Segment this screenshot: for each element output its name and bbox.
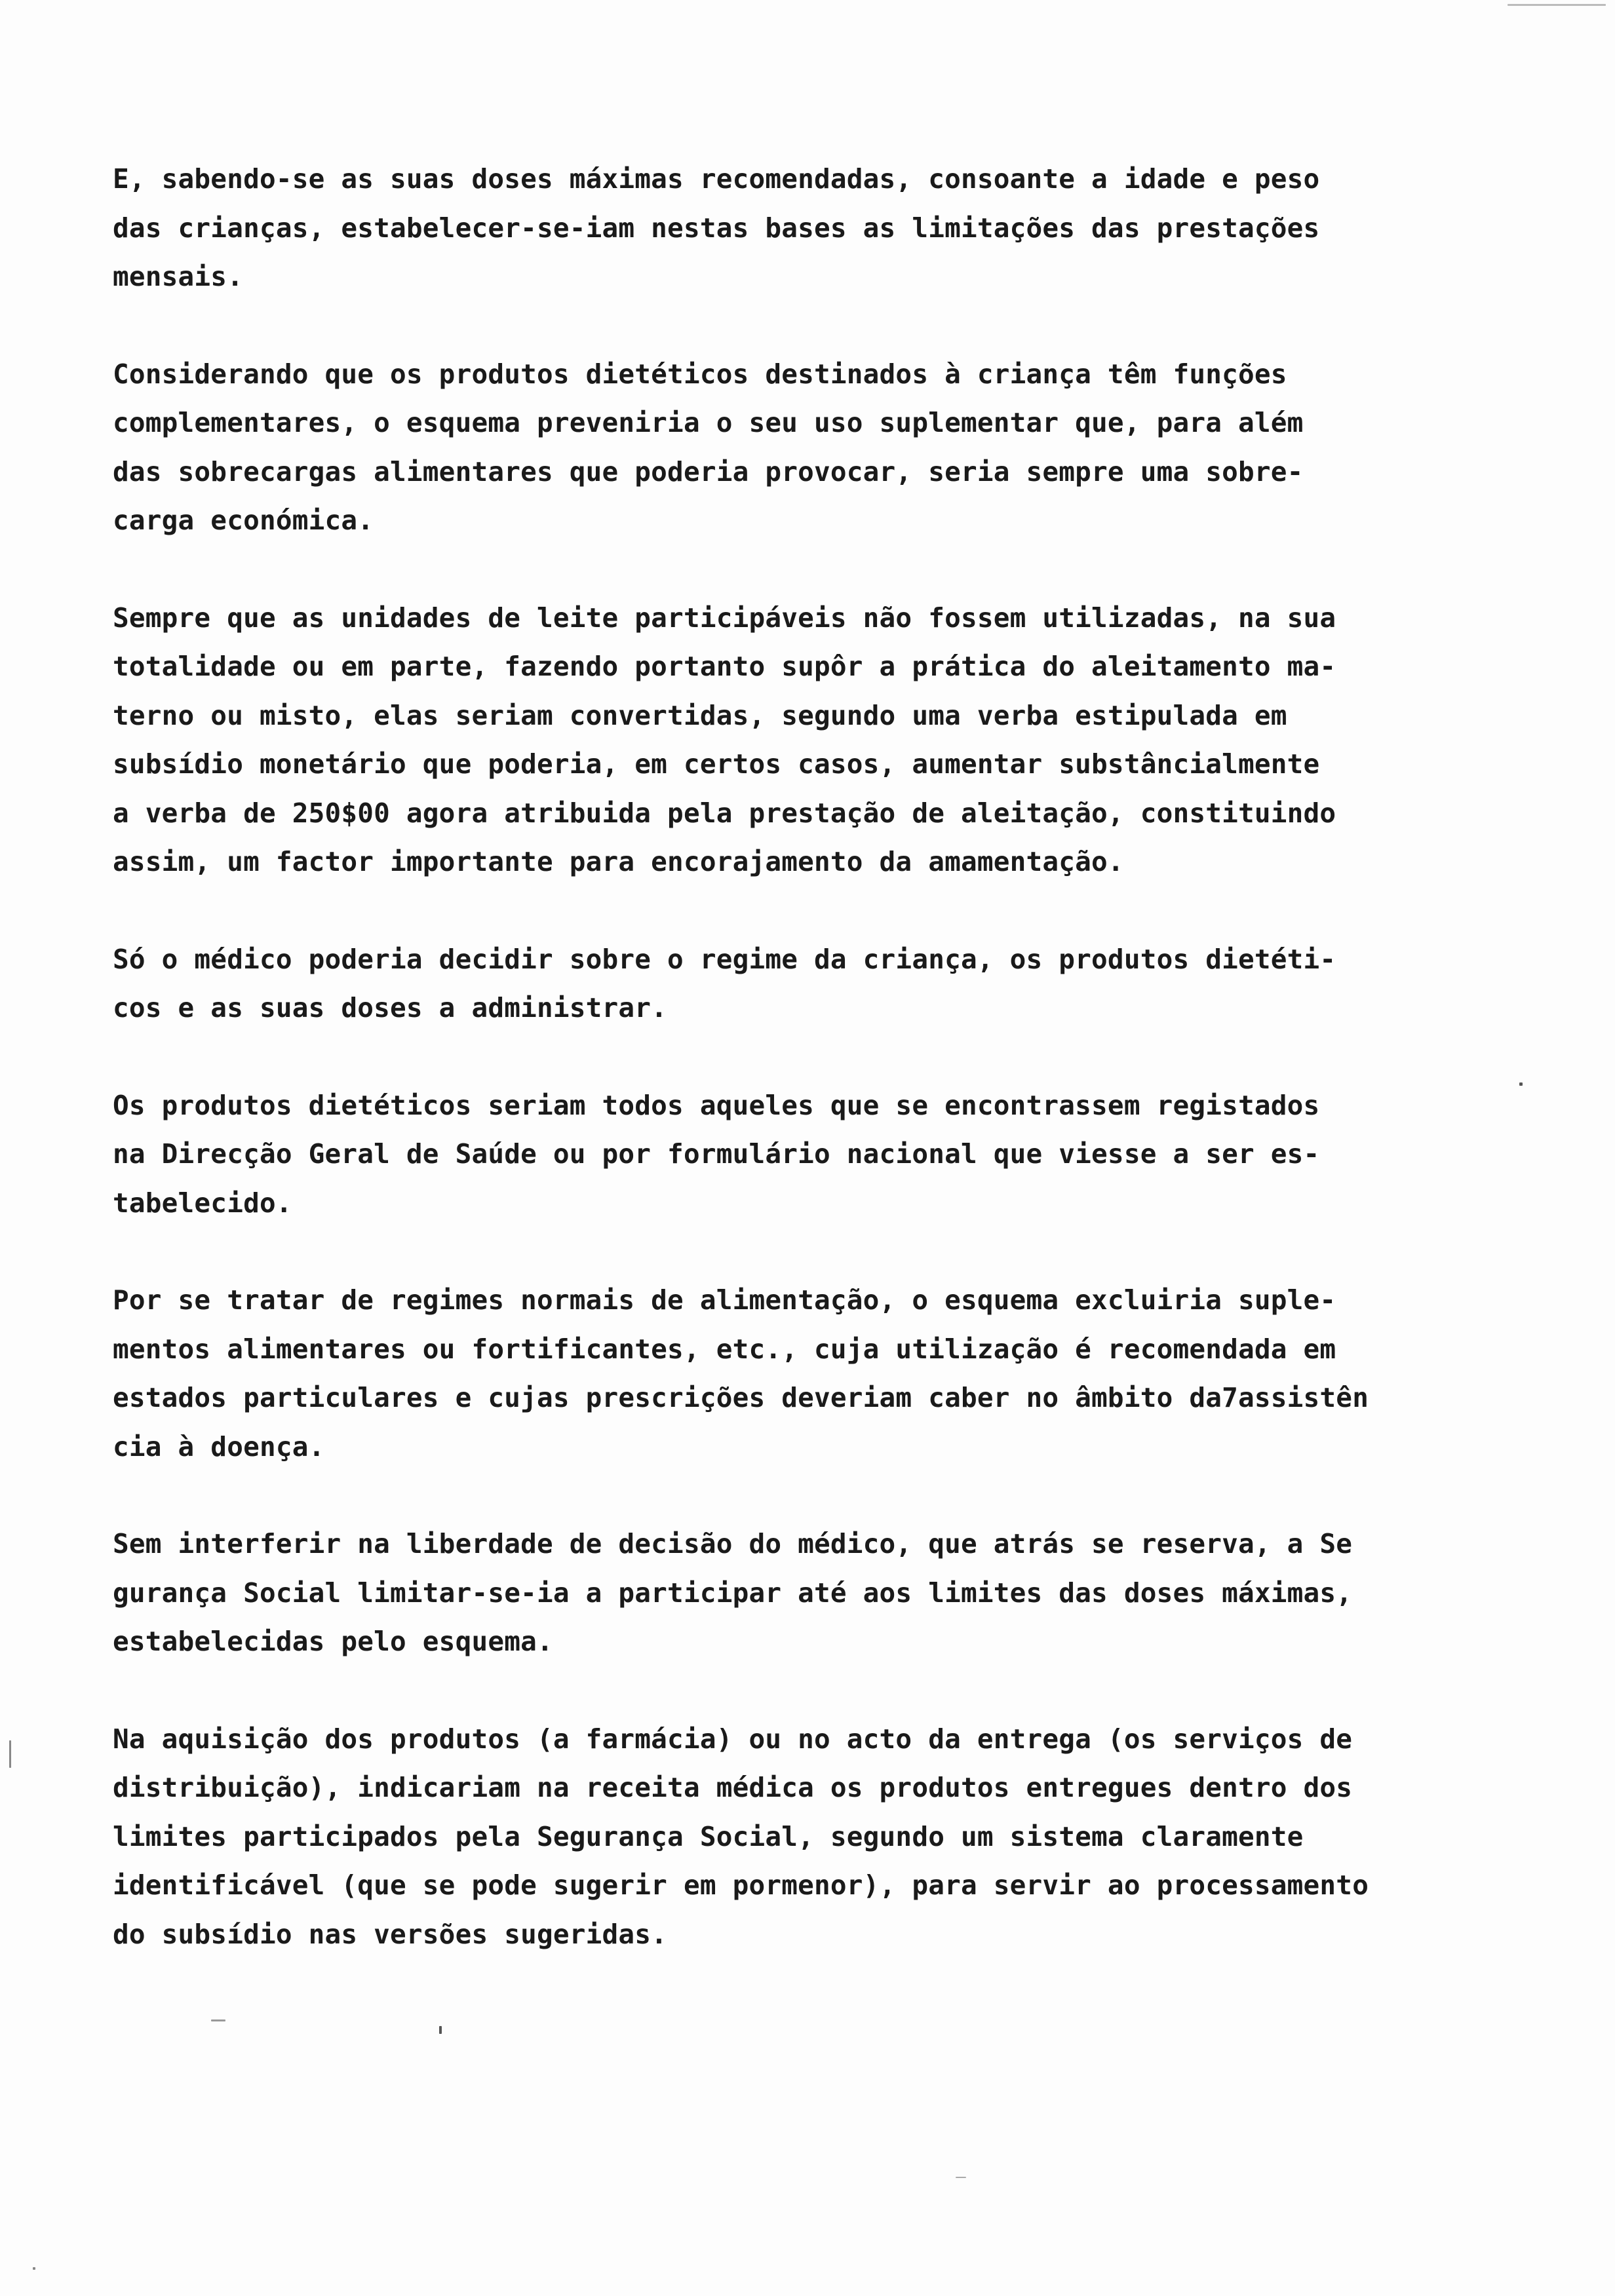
paragraph-7 (113, 1520, 1515, 1666)
paragraph-6 (113, 1276, 1515, 1471)
text-line: limites participados pela Segurança Social, segundo um sistema claramente (113, 1820, 1304, 1852)
scan-speck (1519, 1082, 1523, 1086)
text-line: das sobrecargas alimentares que poderia provocar, seria sempre uma sobre- (113, 455, 1304, 488)
scan-speck (1508, 4, 1606, 6)
document-body (113, 155, 1515, 1959)
text-line: mensais. (113, 261, 244, 292)
paragraph-5 (113, 1081, 1515, 1228)
text-line: estabelecidas pelo esquema. (113, 1626, 553, 1657)
text-line: tabelecido. (113, 1187, 292, 1219)
text-line: Sempre que as unidades de leite participáveis não fossem utilizadas, na sua (113, 602, 1336, 634)
text-line: gurança Social limitar-se-ia a participar até aos limites das doses máximas, (113, 1577, 1353, 1609)
text-line: carga económica. (113, 505, 374, 536)
paragraph-1 (113, 155, 1515, 301)
paragraph-2 (113, 350, 1515, 545)
text-line: cia à doença. (113, 1430, 325, 1463)
text-line: subsídio monetário que poderia, em certos casos, aumentar substâncialmente (113, 748, 1320, 780)
text-line: Sem interferir na liberdade de decisão do médico, que atrás se reserva, a Se (113, 1528, 1353, 1559)
text-line: Só o médico poderia decidir sobre o regime da criança, os produtos dietéti- (113, 943, 1336, 975)
text-line: na Direcção Geral de Saúde ou por formulário nacional que viesse a ser es- (113, 1138, 1320, 1170)
text-line: terno ou misto, elas seriam convertidas, segundo uma verba estipulada em (113, 699, 1287, 731)
text-line: assim, um factor importante para encorajamento da amamentação. (113, 846, 1124, 877)
paragraph-8 (113, 1715, 1515, 1959)
text-line: distribuição), indicariam na receita médica os produtos entregues dentro dos (113, 1772, 1353, 1803)
text-line: das crianças, estabelecer-se-iam nestas bases as limitações das prestações (113, 212, 1320, 244)
text-line: do subsídio nas versões sugeridas. (113, 1918, 668, 1950)
scan-speck (9, 1740, 11, 1768)
text-line: Por se tratar de regimes normais de alimentação, o esquema excluiria suple- (113, 1284, 1336, 1316)
scan-speck (956, 2177, 966, 2178)
text-line: a verba de 250$00 agora atribuida pela prestação de aleitação, constituindo (113, 797, 1336, 829)
text-line: Os produtos dietéticos seriam todos aqueles que se encontrassem registados (113, 1089, 1320, 1121)
paragraph-4 (113, 935, 1515, 1033)
scan-speck (211, 2019, 225, 2021)
scan-speck (33, 2267, 35, 2270)
text-line: Na aquisição dos produtos (a farmácia) ou no acto da entrega (os serviços de (113, 1723, 1353, 1755)
text-line: complementares, o esquema preveniria o seu uso suplementar que, para além (113, 407, 1304, 438)
text-line: identificável (que se pode sugerir em pormenor), para servir ao processamento (113, 1869, 1369, 1901)
text-line: E, sabendo-se as suas doses máximas recomendadas, consoante a idade e peso (113, 163, 1320, 195)
text-line: mentos alimentares ou fortificantes, etc., cuja utilização é recomendada em (113, 1333, 1336, 1365)
text-line: estados particulares e cujas prescrições deveriam caber no âmbito da7assistên (113, 1382, 1369, 1413)
text-line: totalidade ou em parte, fazendo portanto supôr a prática do aleitamento ma- (113, 651, 1336, 682)
paragraph-3 (113, 594, 1515, 887)
text-line: cos e as suas doses a administrar. (113, 992, 668, 1024)
scan-speck (439, 2026, 442, 2034)
text-line: Considerando que os produtos dietéticos destinados à criança têm funções (113, 358, 1287, 390)
